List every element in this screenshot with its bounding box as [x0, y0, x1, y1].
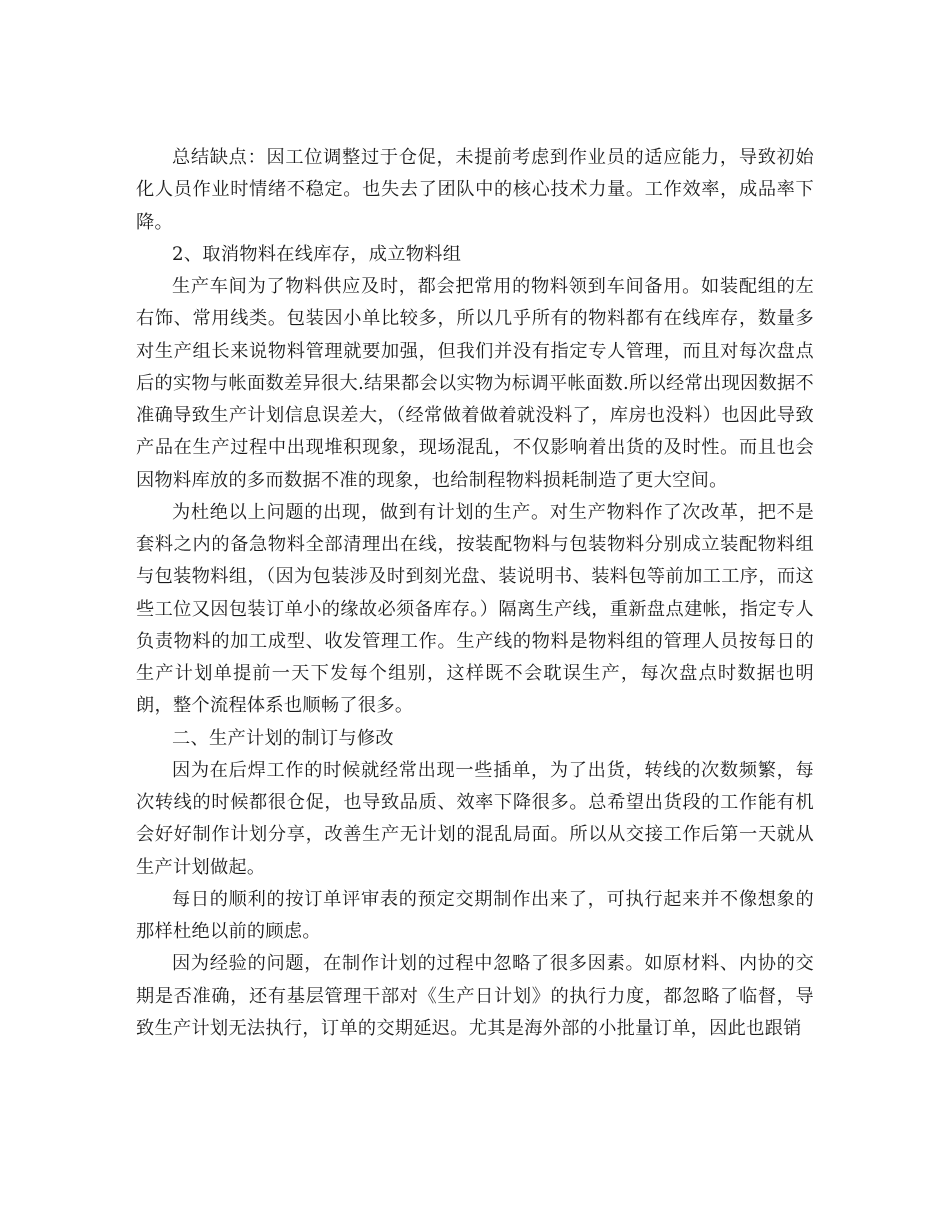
paragraph-material-reform: 为杜绝以上问题的出现，做到有计划的生产。对生产物料作了次改革，把不是套料之内的备急物料全部清理出在线，按装配物料与包装物料分别成立装配物料组与包装物料组，（因为包装涉及时到刻光盘、装说明书、装料包等前加工工序，而这些工位又因包装订单小的缘故必须备库存。）隔离生产线，重新盘点建帐，指定专人负责物料的加工成型、收发管理工作。生产线的物料是物料组的管理人员按每日的生产计划单提前一天下发每个组别，这样既不会耽误生产，每次盘点时数据也明朗，整个流程体系也顺畅了很多。	[136, 501, 814, 717]
section-heading-material-group: 2、取消物料在线库存，成立物料组	[172, 243, 462, 265]
paragraph-material-inventory: 生产车间为了物料供应及时，都会把常用的物料领到车间备用。如装配组的左右饰、常用线类。包装因小单比较多，所以几乎所有的物料都有在线库存，数量多对生产组长来说物料管理就要加强，但我们并没有指定专人管理，而且对每次盘点后的实物与帐面数差异很大.结果都会以实物为标调平帐面数.所以经常出现因数据不准确导致生产计划信息误差大，（经常做着做着就没料了，库房也没料）也因此导致产品在生产过程中出现堆积现象，现场混乱，不仅影响着出货的及时性。而且也会因物料库放的多而数据不准的现象，也给制程物料损耗制造了更大空间。	[136, 276, 814, 491]
paragraph-plan-execution: 每日的顺利的按订单评审表的预定交期制作出来了，可执行起来并不像想象的那样杜绝以前的顾虑。	[136, 888, 814, 942]
section-heading-production-plan: 二、生产计划的制订与修改	[172, 727, 394, 749]
document-body	[136, 142, 814, 1045]
paragraph-plan-background: 因为在后焊工作的时候就经常出现一些插单，为了出货，转线的次数频繁，每次转线的时候都很仓促，也导致品质、效率下降很多。总希望出货段的工作能有机会好好制作计划分享，改善生产无计划的混乱局面。所以从交接工作后第一天就从生产计划做起。	[136, 759, 814, 878]
paragraph-plan-issues: 因为经验的问题，在制作计划的过程中忽略了很多因素。如原材料、内协的交期是否准确，还有基层管理干部对《生产日计划》的执行力度，都忽略了临督，导致生产计划无法执行，订单的交期延迟。尤其是海外部的小批量订单，因此也跟销	[136, 953, 814, 1039]
paragraph-summary-shortcomings: 总结缺点：因工位调整过于仓促，未提前考虑到作业员的适应能力，导致初始化人员作业时情绪不稳定。也失去了团队中的核心技术力量。工作效率，成品率下降。	[136, 147, 814, 233]
